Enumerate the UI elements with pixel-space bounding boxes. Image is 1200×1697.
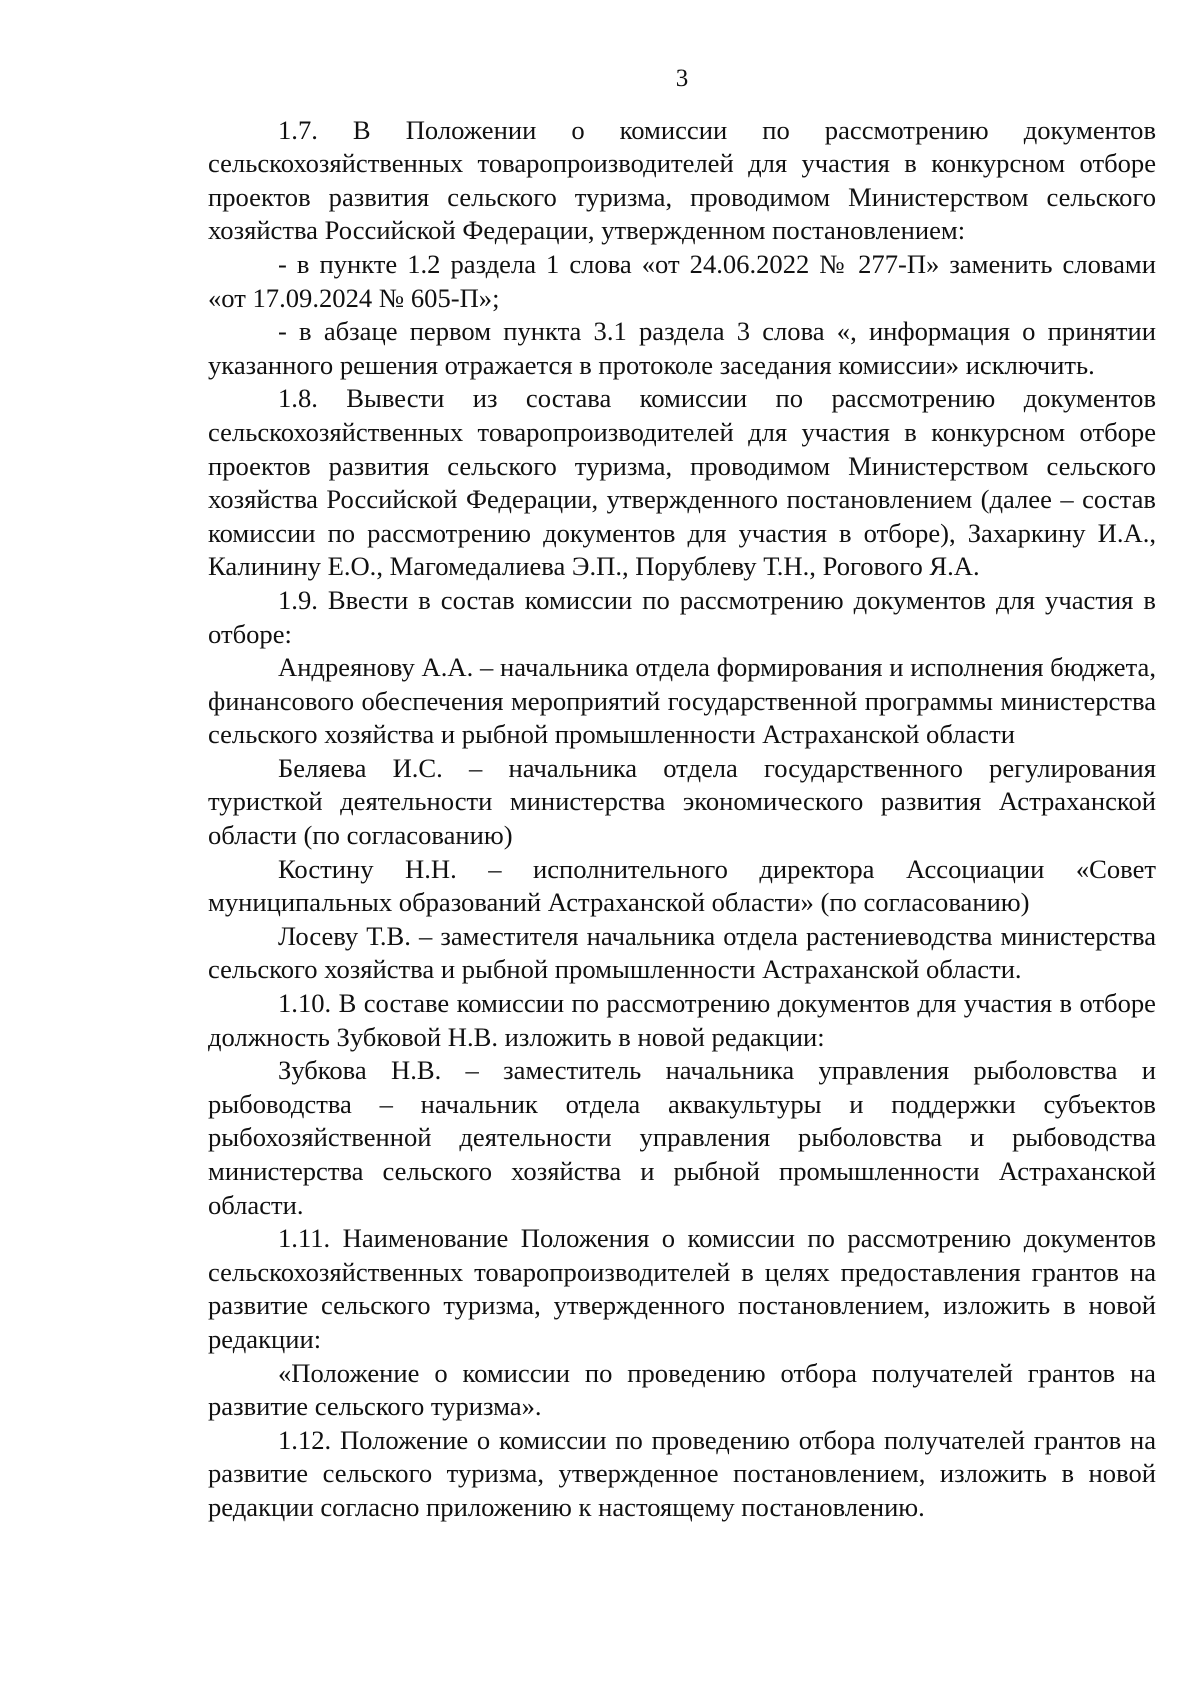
member-zubkova: Зубкова Н.В. – заместитель начальника управления рыболовства и рыбоводства – начальник отдела аквакультуры и поддержки субъектов рыбохозяйственной деятельности управления рыболовства и рыбоводства министерства сельского хозяйства и рыбной промышленности Астраханской области. <box>208 1055 1156 1220</box>
page-number: 3 <box>675 65 689 92</box>
paragraph-1-11: 1.11. Наименование Положения о комиссии по рассмотрению документов сельскохозяйственных товаропроизводителей в целях предоставления грантов на развитие сельского туризма, утвержденного постановлением, изложить в новой редакции: <box>208 1223 1156 1354</box>
paragraph-1-8: 1.8. Вывести из состава комиссии по рассмотрению документов сельскохозяйственных товаропроизводителей для участия в конкурсном отборе проектов развития сельского туризма, проводимом Министерством сельского хозяйства Российской Федерации, утвержденного постановлением (далее – состав комиссии по рассмотрению документов для участия в отборе), Захаркину И.А., Калинину Е.О., Магомедалиева Э.П., Порублеву Т.Н., Рогового Я.А. <box>208 383 1156 582</box>
member-belyaev: Беляева И.С. – начальника отдела государственного регулирования туристкой деятельности министерства экономического развития Астраханской области (по согласованию) <box>208 752 1156 851</box>
member-andreyanova: Андреянову А.А. – начальника отдела формирования и исполнения бюджета, финансового обеспечения мероприятий государственной программы министерства сельского хозяйства и рыбной промышленности Астраханской области <box>208 652 1156 750</box>
document-page <box>208 62 1156 1525</box>
paragraph-1-7: 1.7. В Положении о комиссии по рассмотрению документов сельскохозяйственных товаропроизводителей для участия в конкурсном отборе проектов развития сельского туризма, проводимом Министерством сельского хозяйства Российской Федерации, утвержденном постановлением: <box>208 114 1156 246</box>
paragraph-1-12: 1.12. Положение о комиссии по проведению отбора получателей грантов на развитие сельского туризма, утвержденное постановлением, изложить в новой редакции согласно приложению к настоящему постановлению. <box>208 1424 1156 1522</box>
paragraph-1-9: 1.9. Ввести в состав комиссии по рассмотрению документов для участия в отборе: <box>208 584 1156 649</box>
paragraph-1-7-item-1: - в пункте 1.2 раздела 1 слова «от 24.06.2022 № 277-П» заменить словами «от 17.09.2024 № 605-П»; <box>208 248 1156 313</box>
member-kostina: Костину Н.Н. – исполнительного директора Ассоциации «Совет муниципальных образований Астраханской области» (по согласованию) <box>208 853 1156 918</box>
regulation-new-title: «Положение о комиссии по проведению отбора получателей грантов на развитие сельского туризма». <box>208 1357 1156 1422</box>
member-loseva: Лосеву Т.В. – заместителя начальника отдела растениеводства министерства сельского хозяйства и рыбной промышленности Астраханской области. <box>208 920 1156 985</box>
paragraph-1-10: 1.10. В составе комиссии по рассмотрению документов для участия в отборе должность Зубковой Н.В. изложить в новой редакции: <box>208 988 1156 1052</box>
paragraph-1-7-item-2: - в абзаце первом пункта 3.1 раздела 3 слова «, информация о принятии указанного решения отражается в протоколе заседания комиссии» исключить. <box>208 316 1156 380</box>
